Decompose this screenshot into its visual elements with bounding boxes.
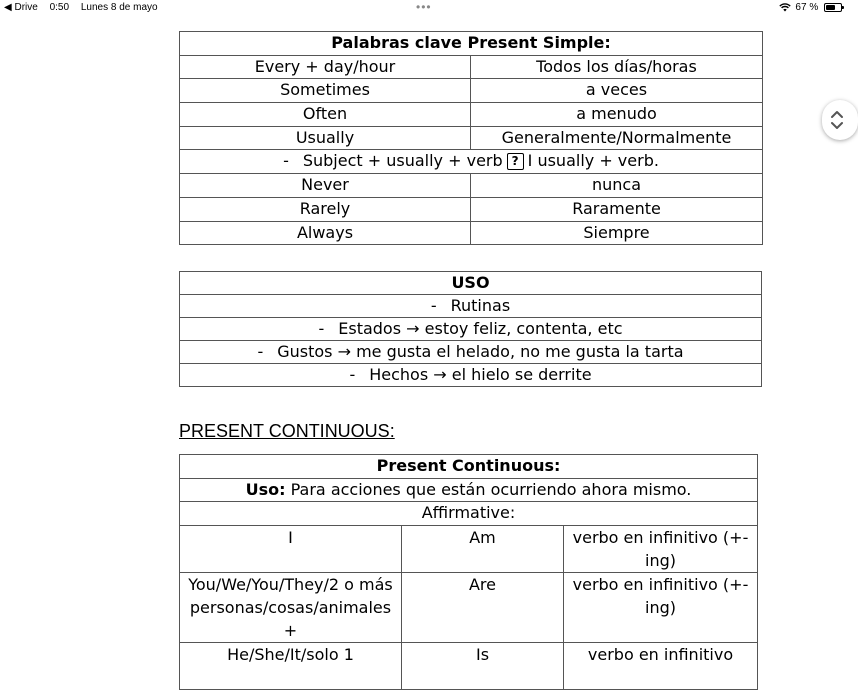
keyword-es: Raramente — [471, 197, 763, 221]
verb-cell: Are — [402, 572, 564, 642]
table-row — [180, 642, 758, 689]
battery-icon — [824, 3, 842, 12]
form-cell: verbo en infinitivo — [564, 642, 758, 689]
form-cell: verbo en infinitivo (+-ing) — [564, 572, 758, 642]
table-row — [180, 295, 762, 318]
table-row — [180, 341, 762, 364]
present-continuous-table — [179, 454, 758, 690]
keywords-table-title: Palabras clave Present Simple: — [180, 32, 763, 56]
table-row — [180, 221, 763, 245]
table-row — [180, 174, 763, 198]
keyword-en: Rarely — [180, 197, 471, 221]
status-bar — [0, 0, 848, 16]
uso-table — [179, 271, 762, 387]
table-row — [180, 197, 763, 221]
status-left — [4, 0, 167, 16]
keyword-en: Sometimes — [180, 79, 471, 103]
table-row — [180, 126, 763, 150]
uso-item: - Gustos → me gusta el helado, no me gusta la tarta — [180, 341, 762, 364]
table-row — [180, 55, 763, 79]
keyword-es: Generalmente/Normalmente — [471, 126, 763, 150]
table-row — [180, 364, 762, 387]
keyword-es: a veces — [471, 79, 763, 103]
keywords-table — [179, 31, 763, 245]
form-cell: verbo en infinitivo (+-ing) — [564, 525, 758, 572]
bullet-dash: - — [283, 151, 289, 171]
table-row — [180, 318, 762, 341]
keyword-es: Todos los días/horas — [471, 55, 763, 79]
multitasking-dots-icon[interactable]: ••• — [416, 0, 432, 14]
uso-item: - Estados → estoy feliz, contenta, etc — [180, 318, 762, 341]
keyword-en: Usually — [180, 126, 471, 150]
affirmative-label: Affirmative: — [180, 502, 758, 526]
subject-cell: He/She/It/solo 1 — [180, 642, 402, 689]
table-row — [180, 272, 762, 295]
missing-glyph-icon: ? — [507, 153, 524, 170]
uso-item: - Rutinas — [180, 295, 762, 318]
table-row — [180, 455, 758, 479]
rule-right: I usually + verb. — [527, 151, 659, 171]
uso-table-title: USO — [180, 272, 762, 295]
table-row — [180, 525, 758, 572]
keyword-en: Always — [180, 221, 471, 245]
back-to-drive-link[interactable]: ◀ Drive — [4, 2, 38, 13]
battery-fill — [826, 5, 835, 10]
table-row — [180, 32, 763, 56]
section-heading: PRESENT CONTINUOUS: — [179, 421, 395, 441]
rule-left: Subject + usually + verb — [302, 151, 503, 171]
table-row — [180, 79, 763, 103]
chevron-up-down-icon — [830, 108, 844, 132]
bullet-dash: - — [349, 365, 356, 384]
subject-cell: I — [180, 525, 402, 572]
table-row — [180, 572, 758, 642]
uso-item: - Hechos → el hielo se derrite — [180, 364, 762, 387]
table-row — [180, 103, 763, 127]
bullet-dash: - — [257, 342, 264, 361]
continuous-table-title: Present Continuous: — [180, 455, 758, 479]
bullet-dash: - — [318, 319, 325, 338]
status-date: Lunes 8 de mayo — [80, 2, 158, 13]
keyword-es: Siempre — [471, 221, 763, 245]
uso-description: Uso: Para acciones que están ocurriendo ahora mismo. — [180, 478, 758, 502]
wifi-icon — [779, 3, 791, 12]
table-row — [180, 150, 763, 174]
verb-cell: Is — [402, 642, 564, 689]
keyword-es: nunca — [471, 174, 763, 198]
table-row — [180, 478, 758, 502]
status-right — [779, 0, 842, 16]
page-scroll-handle[interactable] — [822, 100, 858, 140]
table-row — [180, 502, 758, 526]
status-time: 0:50 — [49, 2, 70, 13]
usually-rule — [180, 150, 763, 174]
subject-cell: You/We/You/They/2 o más personas/cosas/animales + — [180, 572, 402, 642]
verb-cell: Am — [402, 525, 564, 572]
keyword-en: Every + day/hour — [180, 55, 471, 79]
keyword-en: Never — [180, 174, 471, 198]
battery-percent: 67 % — [795, 2, 819, 13]
keyword-es: a menudo — [471, 103, 763, 127]
bullet-dash: - — [430, 296, 437, 315]
keyword-en: Often — [180, 103, 471, 127]
